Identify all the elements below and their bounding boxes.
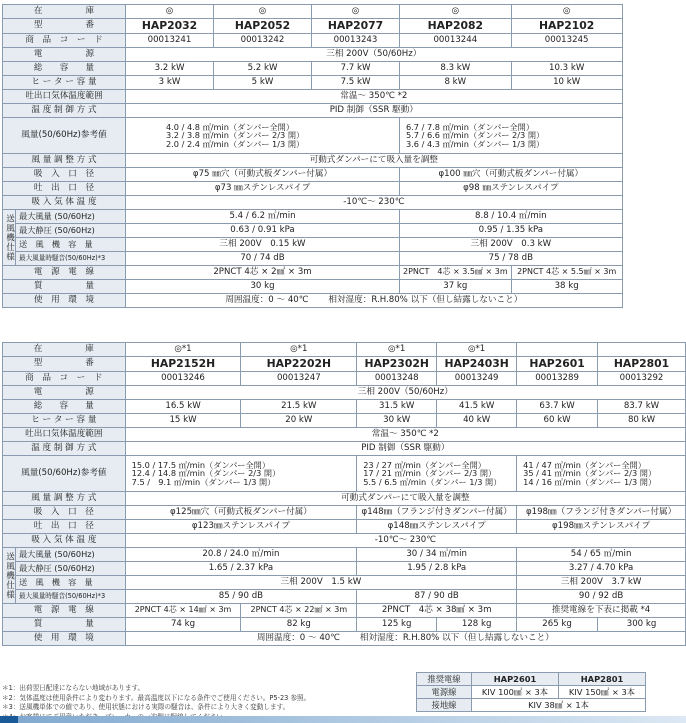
- power-cable-row: [3, 604, 686, 618]
- wire-model: HAP2601: [472, 673, 559, 686]
- cell: 31.5 kW: [357, 400, 437, 414]
- cell: 三相 200V 0.3 kW: [400, 238, 623, 252]
- cell: 8.3 kW: [400, 62, 512, 76]
- blower-capacity-row: [3, 576, 686, 590]
- footer-bar: [0, 716, 686, 723]
- cell: 1.95 / 2.8 kPa: [357, 562, 517, 576]
- code-row: [3, 372, 686, 386]
- max-static-row: [3, 562, 686, 576]
- model-name: HAP2202H: [241, 357, 357, 372]
- product-code: 00013245: [511, 34, 622, 48]
- product-code: 00013244: [400, 34, 512, 48]
- footnote: ＊2：気体温度は使用条件により変わります。最高温度以下になる条件でご使用ください。P5-23 参照。: [2, 693, 311, 702]
- row-label: 最大風量 (50/60Hz): [16, 210, 126, 224]
- weight-row: [3, 618, 686, 632]
- power-value: 三相 200V（50/60Hz）: [125, 386, 685, 400]
- cell: 15 kW: [125, 414, 241, 428]
- cell: φ123㎜ステンレスパイプ: [125, 520, 357, 534]
- cell: 5.2 kW: [214, 62, 312, 76]
- product-code: 00013249: [437, 372, 517, 386]
- power-row: [3, 386, 686, 400]
- stock-mark: ◎*1: [125, 343, 241, 357]
- model-row: [3, 357, 686, 372]
- airflow-ref-row: [3, 456, 686, 492]
- row-label: 型 番: [3, 19, 126, 34]
- env-humidity: 相対湿度：R.H.80% 以下（但し結露しないこと）: [328, 294, 523, 305]
- product-code: 00013247: [241, 372, 357, 386]
- row-label: 使 用 環 境: [3, 294, 126, 308]
- cell: 60 kW: [517, 414, 598, 428]
- cell: 30 kW: [357, 414, 437, 428]
- product-code: 00013248: [357, 372, 437, 386]
- cell: 6.7 / 7.8 ㎥/min（ダンパー全開） 5.7 / 6.6 ㎥/min（ダンパー 2/3 開） 3.6 / 4.3 ㎥/min（ダンパー 1/3 開）: [400, 118, 623, 154]
- cell: φ100 ㎜穴（可動式板ダンパー付属）: [400, 168, 623, 182]
- cell: -10℃～ 230℃: [125, 534, 685, 548]
- row-label: 風量(50/60Hz)参考値: [3, 456, 126, 492]
- row-label: 最大静圧 (50/60Hz): [15, 562, 125, 576]
- row-label: 商 品 コ ー ド: [3, 34, 126, 48]
- model-name: HAP2082: [400, 19, 512, 34]
- cell: 37 kg: [400, 280, 512, 294]
- airflow-adjust-row: [3, 154, 623, 168]
- model-name: HAP2102: [511, 19, 622, 34]
- row-label: 吐出口気体温度範囲: [3, 428, 126, 442]
- row-label: 電 源: [3, 48, 126, 62]
- stock-mark: ◎*1: [437, 343, 517, 357]
- footnote: ＊1：出荷翌日配達にならない地域があります。: [2, 684, 145, 692]
- stock-mark: [517, 343, 598, 357]
- cell: 23 / 27 ㎥/min（ダンパー全開） 17 / 21 ㎥/min（ダンパー 2/3 開） 5.5 / 6.5 ㎥/min（ダンパー 1/3 開）: [357, 456, 517, 492]
- row-label: 質 量: [3, 618, 126, 632]
- cell: 2PNCT 4芯 × 2㎟ × 3m: [126, 266, 400, 280]
- outlet-dia-row: [3, 520, 686, 534]
- model-row: [3, 19, 623, 34]
- cell: 三相 200V 1.5 kW: [125, 576, 517, 590]
- row-label: 吸 入 口 径: [3, 168, 126, 182]
- row-label: 電 源 電 線: [3, 604, 126, 618]
- cell: 15.0 / 17.5 ㎥/min（ダンパー全開） 12.4 / 14.8 ㎥/min（ダンパー 2/3 開） 7.5 / 9.1 ㎥/min（ダンパー 1/3 開）: [125, 456, 357, 492]
- cell: 常温～ 350℃ *2: [125, 428, 685, 442]
- cell: 三相 200V 3.7 kW: [517, 576, 686, 590]
- cell: 2PNCT 4芯 × 38㎟ × 3m: [357, 604, 517, 618]
- cell: φ98 ㎜ステンレスパイプ: [400, 182, 623, 196]
- cell: φ148㎜ステンレスパイプ: [357, 520, 517, 534]
- cell: 7.7 kW: [312, 62, 400, 76]
- cell: φ198㎜ステンレスパイプ: [517, 520, 686, 534]
- cell: 41 / 47 ㎥/min（ダンパー全開） 35 / 41 ㎥/min（ダンパー 2/3 開） 14 / 16 ㎥/min（ダンパー 1/3 開）: [517, 456, 686, 492]
- cell: 38 kg: [511, 280, 622, 294]
- model-name: HAP2302H: [357, 357, 437, 372]
- cell: 82 kg: [241, 618, 357, 632]
- total-capacity-row: [3, 400, 686, 414]
- row-label: 総 容 量: [3, 400, 126, 414]
- model-name: HAP2032: [126, 19, 214, 34]
- cell: 90 / 92 dB: [517, 590, 686, 604]
- intake-dia-row: [3, 168, 623, 182]
- product-code: 00013243: [312, 34, 400, 48]
- row-label: 風 量 調 整 方 式: [3, 154, 126, 168]
- cell: 常温～ 350℃ *2: [126, 90, 623, 104]
- footer-accent: [0, 716, 18, 723]
- total-capacity-row: [3, 62, 623, 76]
- stock-mark: ◎*1: [241, 343, 357, 357]
- product-code: 00013242: [214, 34, 312, 48]
- cell: 85 / 90 dB: [125, 590, 357, 604]
- model-name: HAP2403H: [437, 357, 517, 372]
- temp-control-row: [3, 442, 686, 456]
- cell: 41.5 kW: [437, 400, 517, 414]
- cell: -10℃～ 230℃: [126, 196, 623, 210]
- row-label: 吸 入 気 体 温 度: [3, 196, 126, 210]
- cell: 87 / 90 dB: [357, 590, 517, 604]
- row-label: 吸 入 口 径: [3, 506, 126, 520]
- cell: 16.5 kW: [125, 400, 241, 414]
- max-noise-row: [3, 252, 623, 266]
- cell: 2PNCT 4芯 × 3.5㎟ × 3m: [400, 266, 512, 280]
- cell: 推奨電線を下表に掲載 *4: [517, 604, 686, 618]
- outlet-temp-row: [3, 90, 623, 104]
- intake-temp-row: [3, 534, 686, 548]
- cell: 3.27 / 4.70 kPa: [517, 562, 686, 576]
- stock-mark: ◎: [511, 5, 622, 19]
- stock-mark: [598, 343, 686, 357]
- cell: 可動式ダンパーにて吸入量を調整: [125, 492, 685, 506]
- cell: 三相 200V 0.15 kW: [126, 238, 400, 252]
- stock-row: [3, 5, 623, 19]
- cell: 2PNCT 4芯 × 5.5㎟ × 3m: [511, 266, 622, 280]
- row-label: 温 度 制 御 方 式: [3, 104, 126, 118]
- cell: 3.2 kW: [126, 62, 214, 76]
- stock-mark: ◎: [312, 5, 400, 19]
- cell: 0.63 / 0.91 kPa: [126, 224, 400, 238]
- row-label: 最大風量時騒音(50/60Hz)*3: [15, 590, 125, 604]
- cell: φ198㎜（フランジ付きダンパー付属）: [517, 506, 686, 520]
- env-temp: 周囲温度：0 ～ 40℃: [225, 294, 309, 305]
- row-label: 温 度 制 御 方 式: [3, 442, 126, 456]
- row-label: 総 容 量: [3, 62, 126, 76]
- spec-table-1: [2, 4, 623, 308]
- env-humidity: 相対湿度：R.H.80% 以下（但し結露しないこと）: [359, 632, 554, 643]
- stock-mark: ◎: [126, 5, 214, 19]
- recommended-wire-table: [416, 672, 646, 712]
- cell: 63.7 kW: [517, 400, 598, 414]
- stock-mark: ◎*1: [357, 343, 437, 357]
- outlet-dia-row: [3, 182, 623, 196]
- wire-ground-row: [417, 699, 646, 712]
- row-label: 最大風量 (50/60Hz): [15, 548, 125, 562]
- cell: 5.4 / 6.2 ㎥/min: [126, 210, 400, 224]
- stock-row: [3, 343, 686, 357]
- wire-model: HAP2801: [559, 673, 646, 686]
- cell: 8 kW: [400, 76, 512, 90]
- cell: 74 kg: [125, 618, 241, 632]
- cell: 5 kW: [214, 76, 312, 90]
- row-label: 送 風 機 容 量: [16, 238, 126, 252]
- cell: 30 / 34 ㎥/min: [357, 548, 517, 562]
- row-label: 接地線: [417, 699, 472, 712]
- cell: 40 kW: [437, 414, 517, 428]
- cell: PID 制御（SSR 駆動）: [125, 442, 685, 456]
- cell: 8.8 / 10.4 ㎥/min: [400, 210, 623, 224]
- cell: 265 kg: [517, 618, 598, 632]
- cell: 1.65 / 2.37 kPa: [125, 562, 357, 576]
- intake-temp-row: [3, 196, 623, 210]
- environment-row: [3, 294, 623, 308]
- cell: 21.5 kW: [241, 400, 357, 414]
- weight-row: [3, 280, 623, 294]
- cell: 128 kg: [437, 618, 517, 632]
- power-value: 三相 200V（50/60Hz）: [126, 48, 623, 62]
- blower-group-label: 送風機仕様: [3, 548, 16, 604]
- airflow-ref-row: [3, 118, 623, 154]
- code-row: [3, 34, 623, 48]
- temp-control-row: [3, 104, 623, 118]
- model-name: HAP2801: [598, 357, 686, 372]
- row-label: 吸 入 気 体 温 度: [3, 534, 126, 548]
- stock-mark: ◎: [214, 5, 312, 19]
- row-label: 最大風量時騒音(50/60Hz)*3: [16, 252, 126, 266]
- cell: 3 kW: [126, 76, 214, 90]
- outlet-temp-row: [3, 428, 686, 442]
- model-name: HAP2077: [312, 19, 400, 34]
- cell: 10.3 kW: [511, 62, 622, 76]
- cell: KIV 100㎟ × 3本: [472, 686, 559, 699]
- power-row: [3, 48, 623, 62]
- cell: 75 / 78 dB: [400, 252, 623, 266]
- power-cable-row: [3, 266, 623, 280]
- product-code: 00013289: [517, 372, 598, 386]
- model-name: HAP2601: [517, 357, 598, 372]
- row-label: 電 源 電 線: [3, 266, 126, 280]
- row-label: 吐 出 口 径: [3, 520, 126, 534]
- row-label: 送 風 機 容 量: [15, 576, 125, 590]
- cell: 20.8 / 24.0 ㎥/min: [125, 548, 357, 562]
- cell: [125, 632, 685, 646]
- cell: 300 kg: [598, 618, 686, 632]
- footnote: ＊3：送風機単体での値であり、使用状態における実際の騒音は、条件により大きく変動します。: [2, 703, 290, 712]
- row-label: 在 庫: [3, 343, 126, 357]
- cell: φ73 ㎜ステンレスパイプ: [126, 182, 400, 196]
- cell: 83.7 kW: [598, 400, 686, 414]
- product-code: 00013246: [125, 372, 241, 386]
- cell: KIV 150㎟ × 3本: [559, 686, 646, 699]
- row-label: 使 用 環 境: [3, 632, 126, 646]
- airflow-adjust-row: [3, 492, 686, 506]
- product-code: 00013292: [598, 372, 686, 386]
- cell: 7.5 kW: [312, 76, 400, 90]
- row-label: 吐 出 口 径: [3, 182, 126, 196]
- max-airflow-row: [3, 548, 686, 562]
- cell: 0.95 / 1.35 kPa: [400, 224, 623, 238]
- env-temp: 周囲温度：0 ～ 40℃: [256, 632, 340, 643]
- row-label: 在 庫: [3, 5, 126, 19]
- row-label: 商 品 コ ー ド: [3, 372, 126, 386]
- cell: 70 / 74 dB: [126, 252, 400, 266]
- row-label: 吐出口気体温度範囲: [3, 90, 126, 104]
- cell: PID 制御（SSR 駆動）: [126, 104, 623, 118]
- heater-capacity-row: [3, 76, 623, 90]
- cell: φ148㎜（フランジ付きダンパー付属）: [357, 506, 517, 520]
- cell: 10 kW: [511, 76, 622, 90]
- cell: KIV 38㎟ × 1本: [472, 699, 646, 712]
- cell: 20 kW: [241, 414, 357, 428]
- cell: φ125㎜穴（可動式板ダンパー付属）: [125, 506, 357, 520]
- row-label: 電 源: [3, 386, 126, 400]
- row-label: ヒ ー タ ー 容 量: [3, 76, 126, 90]
- cell: 54 / 65 ㎥/min: [517, 548, 686, 562]
- cell: 80 kW: [598, 414, 686, 428]
- row-label: 風量(50/60Hz)参考値: [3, 118, 126, 154]
- product-code: 00013241: [126, 34, 214, 48]
- row-label: 質 量: [3, 280, 126, 294]
- blower-capacity-row: [3, 238, 623, 252]
- cell: 4.0 / 4.8 ㎥/min（ダンパー全開） 3.2 / 3.8 ㎥/min（ダンパー 2/3 開） 2.0 / 2.4 ㎥/min（ダンパー 1/3 開）: [126, 118, 400, 154]
- blower-group-label: 送風機仕様: [3, 210, 16, 266]
- cell: 可動式ダンパーにて吸入量を調整: [126, 154, 623, 168]
- cell: 125 kg: [357, 618, 437, 632]
- cell: 30 kg: [126, 280, 400, 294]
- cell: 2PNCT 4芯 × 22㎟ × 3m: [241, 604, 357, 618]
- row-label: 最大静圧 (50/60Hz): [16, 224, 126, 238]
- spec-table-2: [2, 342, 686, 646]
- cell: φ75 ㎜穴（可動式板ダンパー付属）: [126, 168, 400, 182]
- cell: 2PNCT 4芯 × 14㎟ × 3m: [125, 604, 241, 618]
- wire-header-label: 推奨電線: [417, 673, 472, 686]
- model-name: HAP2052: [214, 19, 312, 34]
- row-label: 電源線: [417, 686, 472, 699]
- row-label: 風 量 調 整 方 式: [3, 492, 126, 506]
- max-noise-row: [3, 590, 686, 604]
- intake-dia-row: [3, 506, 686, 520]
- stock-mark: ◎: [400, 5, 512, 19]
- environment-row: [3, 632, 686, 646]
- row-label: 型 番: [3, 357, 126, 372]
- wire-power-row: [417, 686, 646, 699]
- wire-header-row: [417, 673, 646, 686]
- heater-capacity-row: [3, 414, 686, 428]
- cell: [126, 294, 623, 308]
- model-name: HAP2152H: [125, 357, 241, 372]
- max-static-row: [3, 224, 623, 238]
- max-airflow-row: [3, 210, 623, 224]
- row-label: ヒ ー タ ー 容 量: [3, 414, 126, 428]
